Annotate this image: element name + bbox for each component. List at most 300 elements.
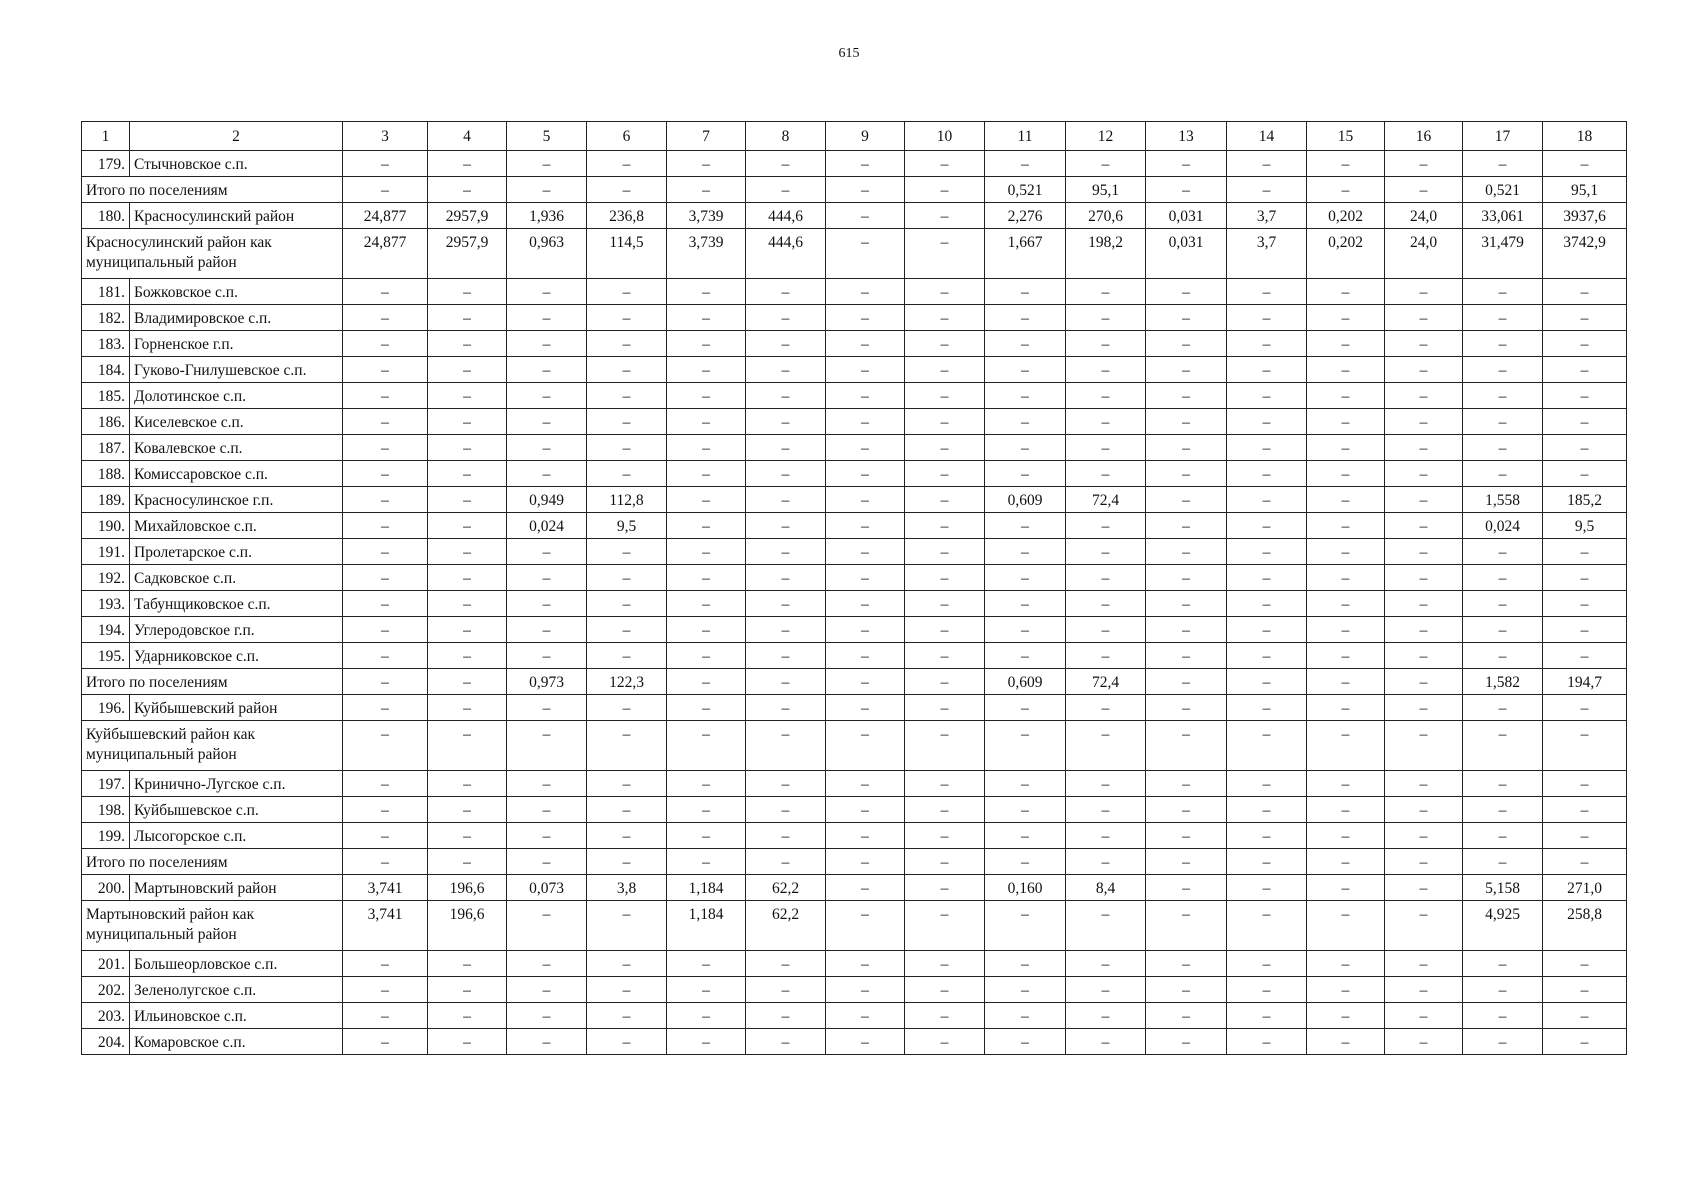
- table-cell: –: [1385, 513, 1463, 539]
- table-cell: –: [1385, 565, 1463, 591]
- table-cell: –: [826, 951, 905, 977]
- table-cell: –: [1385, 617, 1463, 643]
- table-cell: 0,521: [985, 177, 1066, 203]
- column-header: 2: [130, 122, 343, 151]
- table-cell: –: [826, 229, 905, 279]
- row-number: 190.: [82, 513, 130, 539]
- table-cell: –: [1543, 1029, 1627, 1055]
- table-cell: –: [587, 435, 667, 461]
- row-number: 191.: [82, 539, 130, 565]
- table-cell: –: [1543, 331, 1627, 357]
- table-cell: 198,2: [1066, 229, 1146, 279]
- table-cell: –: [826, 643, 905, 669]
- table-cell: –: [1385, 461, 1463, 487]
- table-cell: 95,1: [1066, 177, 1146, 203]
- table-cell: –: [1146, 901, 1227, 951]
- table-cell: –: [428, 797, 507, 823]
- table-cell: –: [1543, 357, 1627, 383]
- table-cell: 24,877: [343, 203, 428, 229]
- table-cell: –: [1385, 695, 1463, 721]
- table-cell: –: [1385, 1003, 1463, 1029]
- table-cell: –: [587, 409, 667, 435]
- table-cell: –: [905, 823, 985, 849]
- table-cell: 8,4: [1066, 875, 1146, 901]
- table-cell: –: [1385, 357, 1463, 383]
- table-cell: –: [1146, 331, 1227, 357]
- table-cell: –: [1463, 951, 1543, 977]
- row-name: Долотинское с.п.: [130, 383, 343, 409]
- table-cell: –: [1463, 1003, 1543, 1029]
- table-cell: –: [1307, 487, 1385, 513]
- table-cell: –: [1066, 823, 1146, 849]
- table-cell: 1,936: [507, 203, 587, 229]
- table-cell: –: [905, 591, 985, 617]
- table-row: [82, 875, 1627, 901]
- table-cell: –: [1463, 383, 1543, 409]
- table-cell: –: [905, 229, 985, 279]
- table-cell: –: [428, 591, 507, 617]
- table-cell: –: [1146, 461, 1227, 487]
- table-cell: –: [1146, 151, 1227, 177]
- column-header: 7: [667, 122, 746, 151]
- table-cell: –: [1146, 1003, 1227, 1029]
- table-cell: –: [1227, 461, 1307, 487]
- table-cell: –: [1385, 669, 1463, 695]
- table-cell: –: [746, 331, 826, 357]
- table-cell: –: [826, 435, 905, 461]
- table-cell: –: [985, 383, 1066, 409]
- table-cell: –: [1307, 279, 1385, 305]
- table-cell: –: [746, 357, 826, 383]
- table-cell: –: [826, 721, 905, 771]
- table-cell: –: [428, 305, 507, 331]
- row-name: Владимировское с.п.: [130, 305, 343, 331]
- table-cell: –: [507, 797, 587, 823]
- table-cell: –: [1385, 1029, 1463, 1055]
- table-cell: –: [667, 797, 746, 823]
- row-number: 204.: [82, 1029, 130, 1055]
- table-cell: –: [343, 1003, 428, 1029]
- table-cell: 3,739: [667, 203, 746, 229]
- table-cell: –: [667, 461, 746, 487]
- table-cell: –: [1146, 643, 1227, 669]
- table-cell: –: [1307, 901, 1385, 951]
- table-cell: –: [587, 951, 667, 977]
- row-name: Киселевское с.п.: [130, 409, 343, 435]
- table-cell: –: [1385, 279, 1463, 305]
- table-cell: –: [826, 771, 905, 797]
- table-cell: –: [343, 409, 428, 435]
- page-number: 615: [838, 46, 860, 61]
- table-cell: –: [746, 151, 826, 177]
- table-cell: –: [746, 643, 826, 669]
- table-cell: 33,061: [1463, 203, 1543, 229]
- table-cell: –: [1385, 721, 1463, 771]
- table-cell: 444,6: [746, 203, 826, 229]
- table-cell: –: [507, 849, 587, 875]
- table-cell: –: [507, 721, 587, 771]
- row-name: Садковское с.п.: [130, 565, 343, 591]
- table-cell: –: [587, 279, 667, 305]
- table-cell: –: [1385, 977, 1463, 1003]
- table-cell: –: [587, 721, 667, 771]
- table-cell: –: [905, 875, 985, 901]
- row-name: Красносулинское г.п.: [130, 487, 343, 513]
- table-cell: –: [1307, 565, 1385, 591]
- table-cell: –: [343, 977, 428, 1003]
- table-cell: –: [1543, 383, 1627, 409]
- table-cell: 270,6: [1066, 203, 1146, 229]
- table-cell: –: [1066, 1003, 1146, 1029]
- table-cell: –: [667, 151, 746, 177]
- table-cell: –: [428, 771, 507, 797]
- table-cell: –: [428, 513, 507, 539]
- table-cell: –: [428, 951, 507, 977]
- table-cell: –: [667, 643, 746, 669]
- row-name: Комиссаровское с.п.: [130, 461, 343, 487]
- table-row-subtotal: [82, 177, 1627, 203]
- table-cell: 0,609: [985, 669, 1066, 695]
- table-row: [82, 951, 1627, 977]
- table-cell: –: [428, 1003, 507, 1029]
- table-cell: –: [1385, 177, 1463, 203]
- table-cell: –: [1066, 151, 1146, 177]
- table-cell: 5,158: [1463, 875, 1543, 901]
- table-cell: –: [587, 977, 667, 1003]
- row-number: 203.: [82, 1003, 130, 1029]
- table-cell: –: [1543, 617, 1627, 643]
- table-cell: –: [746, 721, 826, 771]
- table-row: [82, 151, 1627, 177]
- table-cell: –: [746, 951, 826, 977]
- table-cell: –: [1066, 849, 1146, 875]
- table-cell: –: [1463, 591, 1543, 617]
- table-cell: 3,7: [1227, 229, 1307, 279]
- table-cell: 3,8: [587, 875, 667, 901]
- table-cell: –: [985, 513, 1066, 539]
- table-cell: –: [985, 1029, 1066, 1055]
- row-name: Божковское с.п.: [130, 279, 343, 305]
- table-row: [82, 513, 1627, 539]
- table-cell: –: [343, 331, 428, 357]
- table-cell: –: [343, 565, 428, 591]
- table-cell: –: [587, 771, 667, 797]
- table-cell: –: [1227, 823, 1307, 849]
- table-row: [82, 305, 1627, 331]
- table-cell: –: [1146, 797, 1227, 823]
- table-cell: –: [343, 487, 428, 513]
- table-cell: –: [1146, 279, 1227, 305]
- table-cell: –: [746, 435, 826, 461]
- table-cell: –: [667, 1029, 746, 1055]
- table-cell: –: [985, 151, 1066, 177]
- table-cell: –: [667, 951, 746, 977]
- table-cell: –: [1463, 565, 1543, 591]
- table-cell: –: [587, 305, 667, 331]
- table-cell: –: [826, 461, 905, 487]
- table-cell: –: [587, 797, 667, 823]
- table-cell: –: [1543, 305, 1627, 331]
- table-cell: –: [428, 279, 507, 305]
- table-cell: –: [1146, 951, 1227, 977]
- table-cell: –: [1385, 875, 1463, 901]
- table-cell: –: [826, 203, 905, 229]
- row-number: 185.: [82, 383, 130, 409]
- table-cell: –: [1227, 951, 1307, 977]
- table-cell: –: [746, 487, 826, 513]
- table-cell: –: [343, 591, 428, 617]
- table-cell: –: [905, 1029, 985, 1055]
- table-cell: –: [826, 565, 905, 591]
- table-cell: –: [985, 1003, 1066, 1029]
- table-cell: –: [507, 435, 587, 461]
- table-cell: –: [1543, 565, 1627, 591]
- table-cell: –: [1227, 177, 1307, 203]
- table-cell: –: [1066, 279, 1146, 305]
- row-number: 199.: [82, 823, 130, 849]
- row-name: Красносулинский район: [130, 203, 343, 229]
- table-cell: –: [1227, 901, 1307, 951]
- table-cell: –: [1227, 797, 1307, 823]
- table-cell: –: [1385, 409, 1463, 435]
- table-cell: –: [343, 823, 428, 849]
- row-name: Комаровское с.п.: [130, 1029, 343, 1055]
- table-cell: –: [1146, 487, 1227, 513]
- table-cell: –: [1385, 823, 1463, 849]
- table-cell: –: [985, 565, 1066, 591]
- row-name: Куйбышевский район как муниципальный район: [82, 721, 343, 771]
- table-cell: –: [428, 849, 507, 875]
- row-name: Ильиновское с.п.: [130, 1003, 343, 1029]
- table-cell: –: [1463, 643, 1543, 669]
- table-cell: –: [1463, 409, 1543, 435]
- row-number: 183.: [82, 331, 130, 357]
- table-cell: –: [1146, 875, 1227, 901]
- table-cell: 185,2: [1543, 487, 1627, 513]
- table-cell: –: [428, 435, 507, 461]
- table-cell: –: [1307, 357, 1385, 383]
- table-cell: –: [1543, 151, 1627, 177]
- table-cell: –: [1307, 823, 1385, 849]
- table-cell: –: [1543, 409, 1627, 435]
- table-cell: –: [1543, 823, 1627, 849]
- table-cell: –: [985, 409, 1066, 435]
- table-cell: –: [1227, 279, 1307, 305]
- table-cell: 9,5: [587, 513, 667, 539]
- data-table: [81, 121, 1627, 1055]
- table-cell: –: [905, 151, 985, 177]
- table-cell: 1,582: [1463, 669, 1543, 695]
- table-cell: –: [343, 617, 428, 643]
- table-cell: –: [746, 279, 826, 305]
- table-row: [82, 357, 1627, 383]
- table-cell: –: [1307, 177, 1385, 203]
- table-cell: 0,024: [1463, 513, 1543, 539]
- table-row: [82, 435, 1627, 461]
- table-cell: –: [1385, 951, 1463, 977]
- table-cell: 2,276: [985, 203, 1066, 229]
- table-cell: –: [746, 409, 826, 435]
- table-cell: –: [746, 461, 826, 487]
- table-cell: 0,024: [507, 513, 587, 539]
- table-cell: –: [1227, 151, 1307, 177]
- table-row: [82, 1003, 1627, 1029]
- table-cell: –: [1066, 565, 1146, 591]
- table-cell: –: [1463, 721, 1543, 771]
- table-cell: –: [343, 279, 428, 305]
- table-cell: –: [1385, 643, 1463, 669]
- table-cell: –: [587, 849, 667, 875]
- table-cell: –: [1146, 383, 1227, 409]
- table-cell: –: [1463, 617, 1543, 643]
- table-cell: –: [985, 643, 1066, 669]
- table-cell: –: [1463, 849, 1543, 875]
- column-header: 4: [428, 122, 507, 151]
- table-cell: –: [428, 643, 507, 669]
- table-cell: –: [1227, 1029, 1307, 1055]
- table-row-subtotal: [82, 849, 1627, 875]
- row-name: Куйбышевское с.п.: [130, 797, 343, 823]
- table-cell: –: [746, 617, 826, 643]
- column-header: 17: [1463, 122, 1543, 151]
- row-name: Итого по поселениям: [82, 849, 343, 875]
- table-cell: –: [587, 565, 667, 591]
- table-row-subtotal: [82, 721, 1627, 771]
- table-cell: –: [1227, 435, 1307, 461]
- table-cell: –: [1227, 513, 1307, 539]
- table-cell: –: [667, 591, 746, 617]
- table-cell: –: [1146, 695, 1227, 721]
- table-cell: –: [428, 383, 507, 409]
- table-cell: 0,949: [507, 487, 587, 513]
- table-cell: –: [1543, 771, 1627, 797]
- table-cell: –: [1543, 279, 1627, 305]
- table-cell: 24,877: [343, 229, 428, 279]
- row-number: 202.: [82, 977, 130, 1003]
- table-cell: –: [1385, 331, 1463, 357]
- table-cell: 2957,9: [428, 229, 507, 279]
- table-cell: –: [1146, 617, 1227, 643]
- table-cell: 3,741: [343, 901, 428, 951]
- row-name: Михайловское с.п.: [130, 513, 343, 539]
- table-cell: –: [667, 1003, 746, 1029]
- column-header: 11: [985, 122, 1066, 151]
- row-number: 196.: [82, 695, 130, 721]
- table-cell: –: [746, 1003, 826, 1029]
- table-cell: –: [1146, 357, 1227, 383]
- table-cell: 1,667: [985, 229, 1066, 279]
- table-cell: –: [1066, 951, 1146, 977]
- table-cell: –: [905, 951, 985, 977]
- table-cell: –: [985, 279, 1066, 305]
- column-header: 8: [746, 122, 826, 151]
- row-name: Пролетарское с.п.: [130, 539, 343, 565]
- table-row-subtotal: [82, 901, 1627, 951]
- table-cell: –: [905, 539, 985, 565]
- table-row: [82, 617, 1627, 643]
- table-cell: –: [667, 177, 746, 203]
- table-cell: –: [1307, 1029, 1385, 1055]
- table-cell: 2957,9: [428, 203, 507, 229]
- table-cell: –: [905, 643, 985, 669]
- row-name: Мартыновский район как муниципальный район: [82, 901, 343, 951]
- table-cell: –: [826, 383, 905, 409]
- table-cell: –: [905, 721, 985, 771]
- table-cell: 196,6: [428, 875, 507, 901]
- table-cell: –: [905, 695, 985, 721]
- table-cell: –: [1385, 901, 1463, 951]
- table-cell: –: [1227, 695, 1307, 721]
- table-cell: –: [1385, 771, 1463, 797]
- table-cell: –: [428, 357, 507, 383]
- table-cell: –: [1227, 357, 1307, 383]
- table-cell: –: [343, 643, 428, 669]
- table-cell: –: [1463, 695, 1543, 721]
- table-cell: –: [667, 977, 746, 1003]
- table-cell: –: [1146, 177, 1227, 203]
- table-cell: 3,7: [1227, 203, 1307, 229]
- table-cell: –: [1307, 409, 1385, 435]
- table-cell: –: [507, 331, 587, 357]
- table-cell: –: [905, 849, 985, 875]
- table-cell: –: [507, 901, 587, 951]
- table-cell: –: [587, 461, 667, 487]
- row-name: Зеленолугское с.п.: [130, 977, 343, 1003]
- column-header: 3: [343, 122, 428, 151]
- table-cell: –: [905, 461, 985, 487]
- table-cell: 112,8: [587, 487, 667, 513]
- table-cell: 444,6: [746, 229, 826, 279]
- table-cell: –: [1227, 977, 1307, 1003]
- row-number: 184.: [82, 357, 130, 383]
- table-cell: –: [667, 513, 746, 539]
- table-cell: –: [428, 823, 507, 849]
- table-cell: –: [1227, 643, 1307, 669]
- table-cell: 114,5: [587, 229, 667, 279]
- table-cell: 122,3: [587, 669, 667, 695]
- table-cell: –: [1463, 357, 1543, 383]
- column-header: 12: [1066, 122, 1146, 151]
- table-cell: –: [826, 823, 905, 849]
- table-cell: –: [985, 435, 1066, 461]
- table-cell: 271,0: [1543, 875, 1627, 901]
- table-cell: –: [826, 849, 905, 875]
- column-header: 9: [826, 122, 905, 151]
- row-number: 193.: [82, 591, 130, 617]
- table-cell: –: [1385, 849, 1463, 875]
- table-cell: –: [343, 797, 428, 823]
- table-cell: 1,558: [1463, 487, 1543, 513]
- row-name: Итого по поселениям: [82, 177, 343, 203]
- table-cell: 236,8: [587, 203, 667, 229]
- table-cell: –: [826, 513, 905, 539]
- table-cell: –: [905, 977, 985, 1003]
- table-cell: –: [905, 1003, 985, 1029]
- table-cell: –: [1227, 305, 1307, 331]
- table-cell: –: [1066, 977, 1146, 1003]
- table-cell: –: [746, 669, 826, 695]
- table-cell: 196,6: [428, 901, 507, 951]
- table-cell: –: [746, 565, 826, 591]
- table-cell: –: [343, 357, 428, 383]
- table-cell: –: [1307, 591, 1385, 617]
- table-cell: 3742,9: [1543, 229, 1627, 279]
- table-cell: –: [1307, 539, 1385, 565]
- table-row: [82, 383, 1627, 409]
- table-cell: –: [507, 771, 587, 797]
- table-cell: –: [1227, 721, 1307, 771]
- table-cell: –: [905, 383, 985, 409]
